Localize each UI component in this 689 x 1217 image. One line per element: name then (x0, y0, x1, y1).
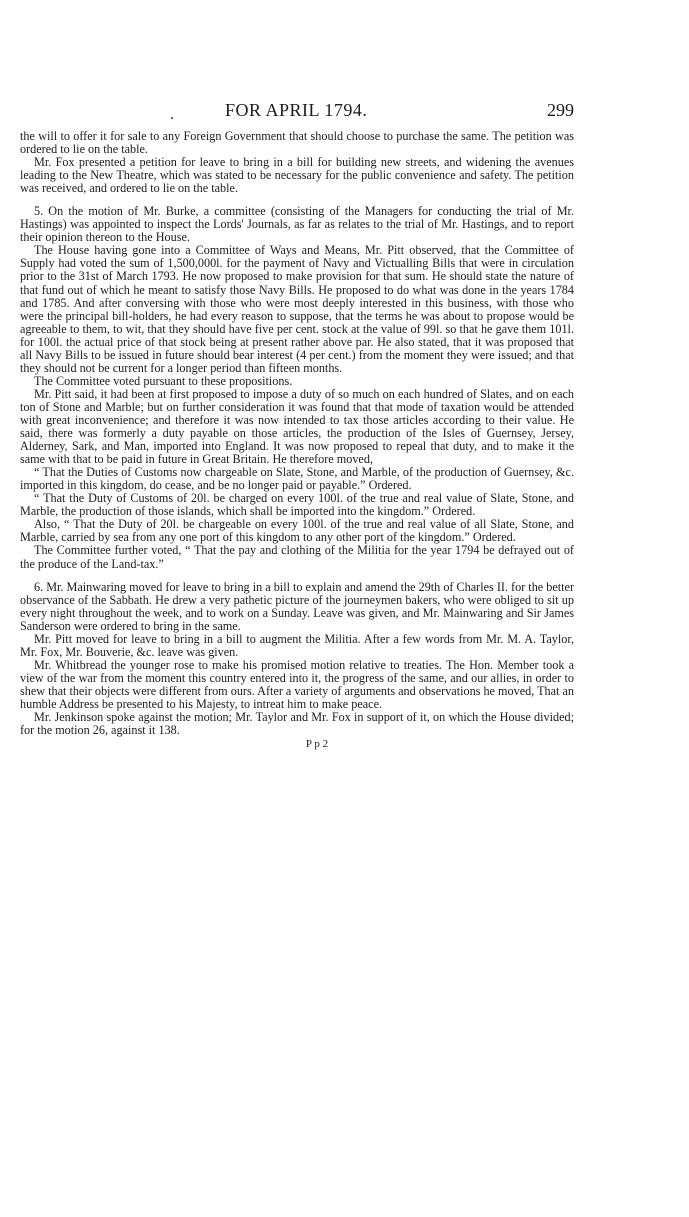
paragraph: Mr. Pitt moved for leave to bring in a bill to augment the Militia. After a few words from Mr. M. A. Taylor, Mr. Fox, Mr. Bouverie, &c. leave was given. (20, 631, 574, 659)
paragraph: Mr. Whitbread the younger rose to make his promised motion relative to treaties. The Hon. Member took a view of the war from the moment this country entered into it, the progress of the same, and our allies, in order to shew that their objects were different from ours. After a variety of arguments and observations he moved, That an humble Address be presented to his Majesty, to intreat him to make peace. (20, 657, 574, 711)
signature-mark: P p 2 (305, 738, 329, 751)
paragraph: The Committee voted pursuant to these propositions. (34, 373, 293, 388)
paragraph: Also, “ That the Duty of 20l. be chargeable on every 100l. of the true and real value of all Slate, Stone, and Marble, carried by sea from any one port of this kingdom to any other port of the kingdom.” Ordered. (20, 517, 574, 545)
header-dot: . (170, 106, 174, 123)
paragraph: Mr. Pitt said, it had been at first proposed to impose a duty of so much on each hundred of Slates, and on each ton of Stone and Marble; but on further consideration it was found that that mode of taxation would be attended with great inconvenience; and therefore it was now intended to tax those articles according to their value. He said, there was formerly a duty payable on those articles, the production of the Isles of Guernsey, Jersey, Alderney, Sark, and Man, imported into England. It was now proposed to repeal that duty, and to make it the same with that to be paid in future in Great Britain. He therefore moved, (20, 386, 574, 467)
paragraph: The House having gone into a Committee of Ways and Means, Mr. Pitt observed, that the Committee of Supply had voted the sum of 1,500,000l. for the payment of Navy and Victualling Bills that were in circulation prior to the 31st of March 1793. He now proposed to make provision for that sum. He should state the nature of that fund out of which he meant to satisfy those Navy Bills. He proposed to do what was done in the years 1784 and 1785. And after conversing with those who were most deeply interested in this business, with those who were the principal bill-holders, he had every reason to suppose, that the terms he was about to propose would be agreeable to them, to wit, that they should have five per cent. stock at the value of 99l. so that he gave them 101l. for 100l. the actual price of that stock being at present rather above par. He also stated, that it was proposed that all Navy Bills to be issued in future should bear interest (4 per cent.) from the moment they were issued; and that they should not be current for a longer period than fifteen months. (20, 243, 574, 375)
page-number: 299 (547, 100, 574, 120)
paragraph: Mr. Fox presented a petition for leave to bring in a bill for building new streets, and widening the avenues leading to the New Theatre, which was stated to be necessary for the public convenience and safety. The petition was received, and ordered to lie on the table. (20, 155, 574, 196)
paragraph: the will to offer it for sale to any Foreign Government that should choose to purchase the same. The petition was ordered to lie on the table. (20, 129, 574, 157)
paragraph: “ That the Duties of Customs now chargeable on Slate, Stone, and Marble, of the production of Guernsey, &c. imported in this kingdom, do cease, and be no longer paid or payable.” Ordered. (20, 465, 574, 493)
paragraph: The Committee further voted, “ That the pay and clothing of the Militia for the year 1794 be defrayed out of the produce of the Land-tax.” (20, 543, 574, 571)
paragraph: 6. Mr. Mainwaring moved for leave to bring in a bill to explain and amend the 29th of Charles II. for the better observance of the Sabbath. He drew a very pathetic picture of the journeymen bakers, who were obliged to sit up every night throughout the week, and to work on a Sunday. Leave was given, and Mr. Mainwaring and Sir James Sanderson were ordered to bring in the same. (20, 579, 574, 633)
paragraph: Mr. Jenkinson spoke against the motion; Mr. Taylor and Mr. Fox in support of it, on which the House divided; for the motion 26, against it 138. (20, 710, 574, 738)
document-page (20, 100, 574, 750)
paragraph: “ That the Duty of Customs of 20l. be charged on every 100l. of the true and real value of Slate, Stone, and Marble, the production of those islands, which shall be imported into the kingdom.” Ordered. (20, 491, 574, 519)
paragraph: 5. On the motion of Mr. Burke, a committee (consisting of the Managers for conducting the trial of Mr. Hastings) was appointed to inspect the Lords' Journals, as far as relates to the trial of Mr. Hastings, and to report their opinion thereon to the House. (20, 204, 574, 245)
running-title: FOR APRIL 1794. (225, 100, 368, 120)
page-header (20, 100, 574, 130)
body-text (20, 130, 574, 737)
